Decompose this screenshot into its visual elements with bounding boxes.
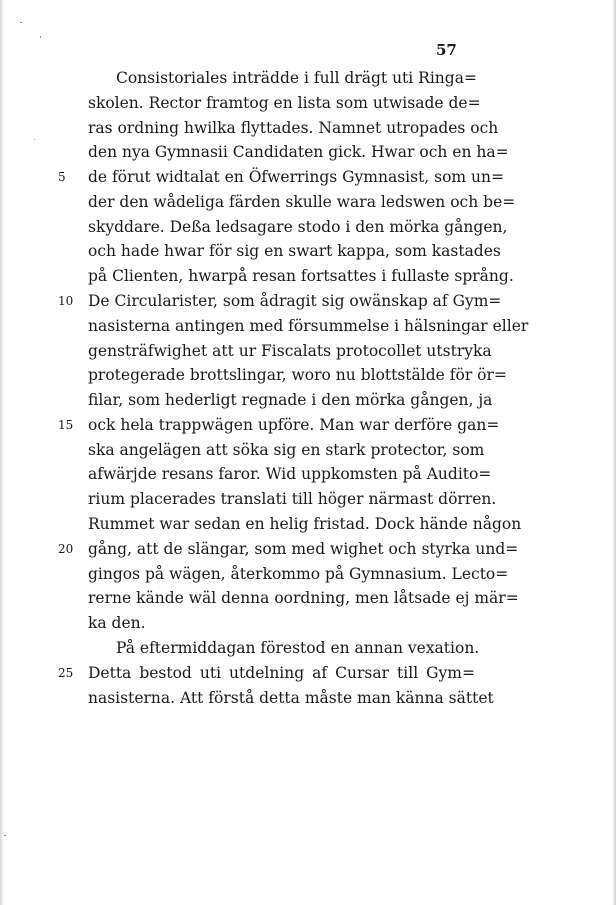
text-line: Detta bestod uti utdelning af Cursar till Gym= [88, 664, 475, 682]
text-line: och hade hwar för sig en swart kappa, som kastades [88, 242, 501, 260]
text-line: skyddare. Deßa ledsagare stodo i den mörka gången, [88, 218, 508, 236]
text-line: Consistoriales inträdde i full drägt uti Ringa= [116, 69, 477, 87]
text-line: gensträfwighet att ur Fiscalats protocollet utstryka [88, 342, 492, 360]
text-line: afwärjde resans faror. Wid uppkomsten på Audito= [88, 465, 492, 483]
page-edge-shadow-right [612, 0, 616, 905]
text-line: nasisterna antingen med försummelse i hälsningar eller [88, 317, 529, 335]
text-line: De Circularister, som ådragit sig owänskap af Gym= [88, 292, 502, 310]
page-number: 57 [436, 41, 457, 59]
text-line: ka den. [88, 614, 146, 632]
text-line: filar, som hederligt regnade i den mörka gången, ja [88, 391, 493, 409]
line-number: 25 [58, 666, 74, 680]
text-line: gingos på wägen, återkommo på Gymnasium. Lecto= [88, 565, 509, 583]
line-number: 5 [58, 170, 66, 184]
text-line: Rummet war sedan en helig fristad. Dock hände någon [88, 515, 522, 533]
text-line: på Clienten, hwarpå resan fortsattes i fullaste språng. [88, 267, 514, 285]
paper-speck [4, 835, 6, 836]
text-line: gång, att de slängar, som med wighet och styrka und= [88, 540, 519, 558]
text-line: skolen. Rector framtog en lista som utwisade de= [88, 94, 481, 112]
text-line: ras ordning hwilka flyttades. Namnet utropades och [88, 119, 499, 137]
text-line: rerne kände wäl denna oordning, men låtsade ej mär= [88, 589, 519, 607]
line-number: 10 [58, 294, 74, 308]
text-line: På eftermiddagan förestod en annan vexation. [116, 639, 480, 657]
line-number: 20 [58, 542, 74, 556]
text-line: protegerade brottslingar, woro nu blottstälde för ör= [88, 366, 507, 384]
text-line: den nya Gymnasii Candidaten gick. Hwar och en ha= [88, 143, 509, 161]
text-line: nasisterna. Att förstå detta måste man känna sättet [88, 689, 494, 707]
line-number: 15 [58, 418, 74, 432]
paper-speck [40, 36, 41, 38]
page-edge-shadow-left [0, 0, 4, 905]
text-line: ock hela trappwägen upföre. Man war derföre gan= [88, 416, 500, 434]
paper-speck [20, 22, 22, 23]
text-line: der den wådeliga färden skulle wara ledswen och be= [88, 193, 516, 211]
text-line: de förut widtalat en Öfwerrings Gymnasist, som un= [88, 168, 505, 186]
paper-speck [34, 139, 35, 140]
text-line: rium placerades translati till höger närmast dörren. [88, 490, 497, 508]
text-line: ska angelägen att söka sig en stark protector, som [88, 441, 485, 459]
